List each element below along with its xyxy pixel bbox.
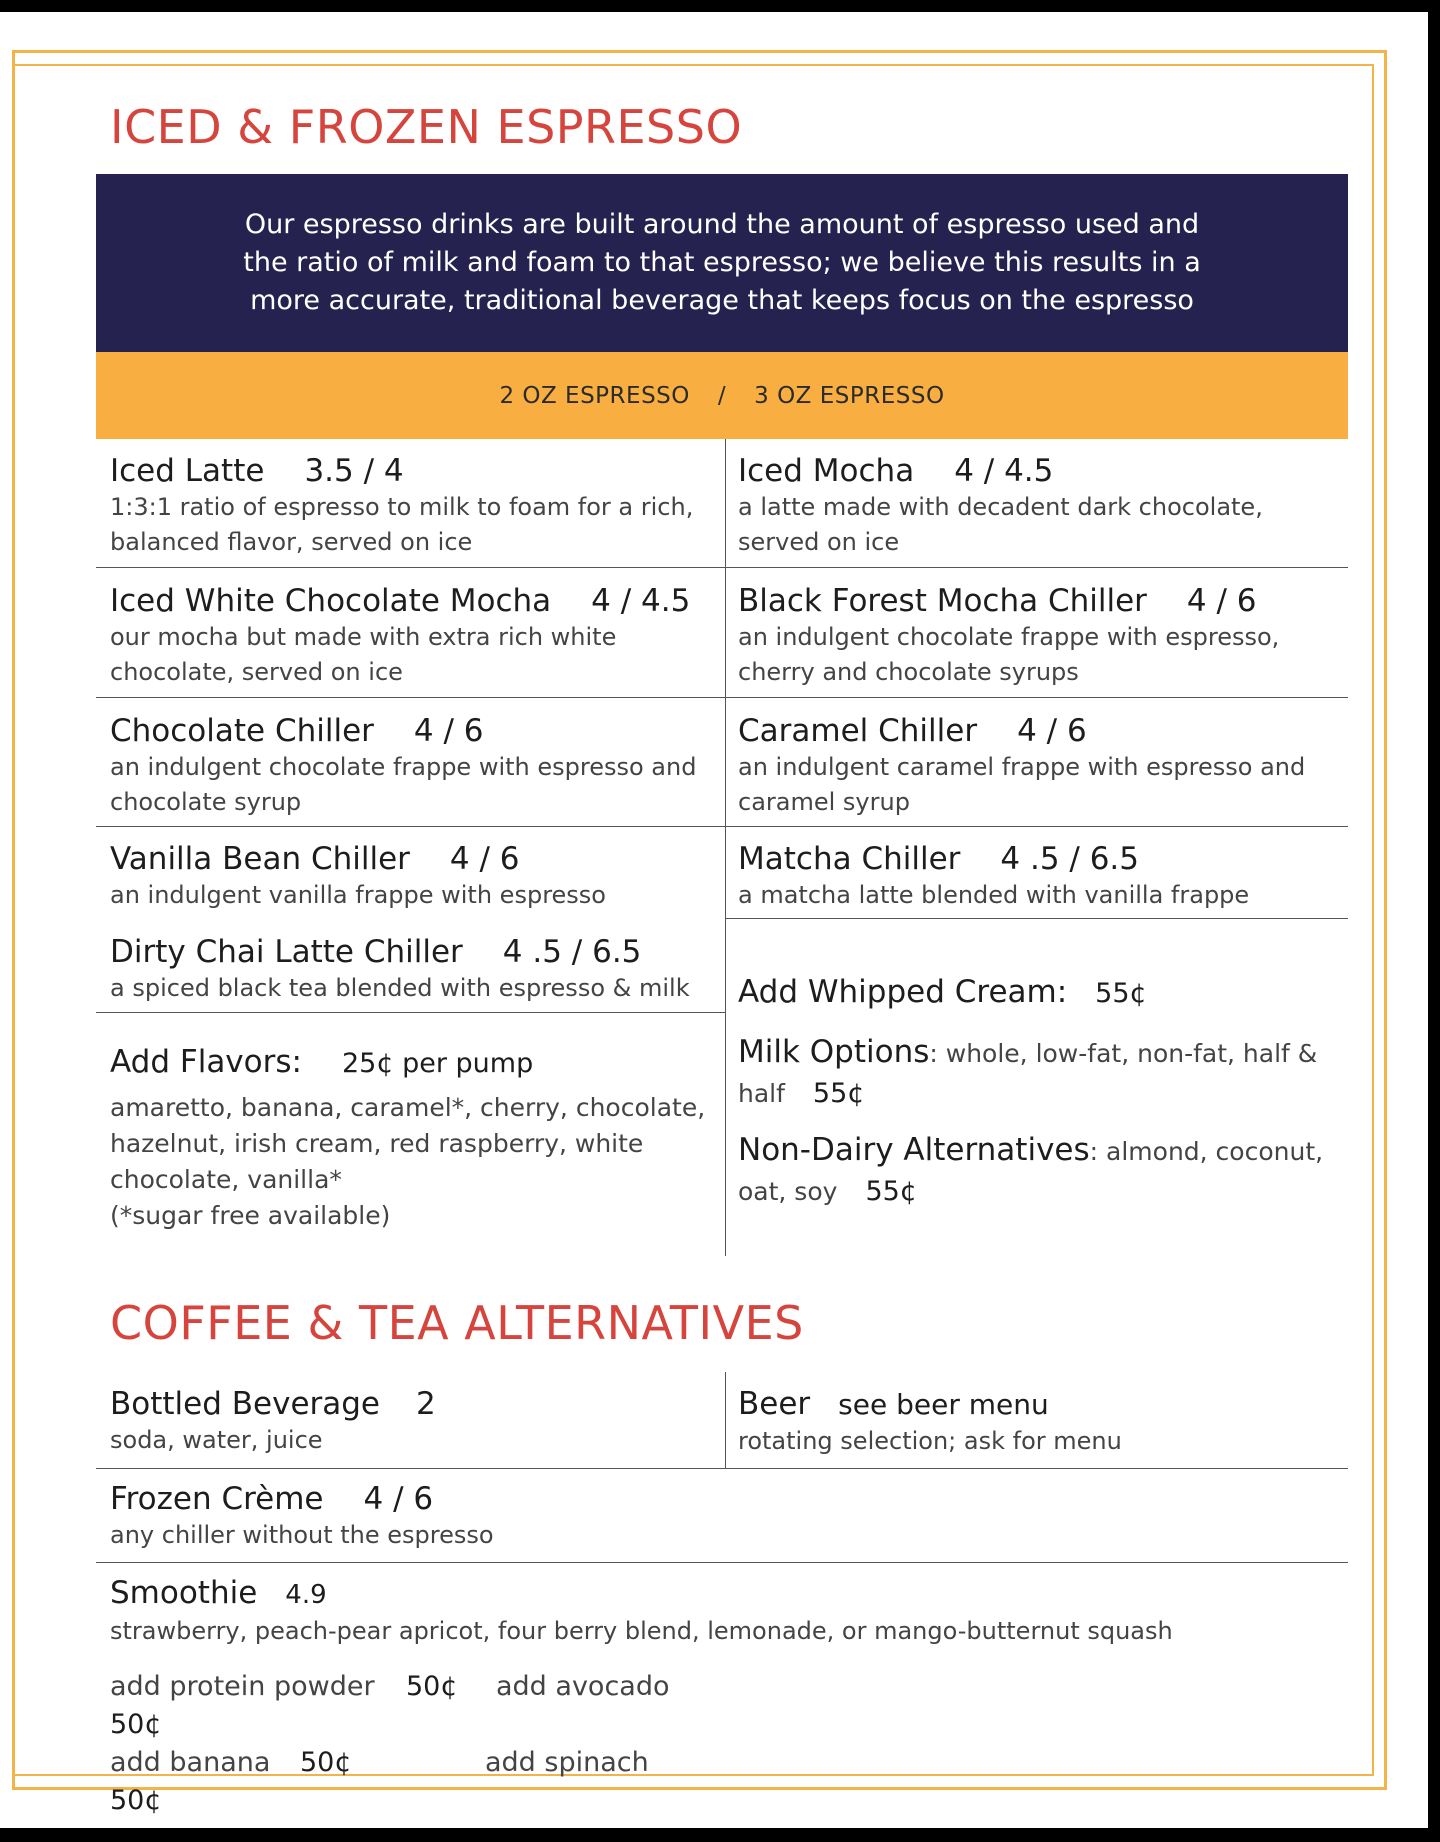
milk-options-price: 55¢ — [812, 1078, 865, 1109]
item-description: our mocha but made with extra rich white chocolate, served on ice — [110, 623, 617, 686]
column-divider — [725, 1372, 726, 1468]
size-small-label: 2 OZ ESPRESSO — [499, 382, 690, 409]
item-description: 1:3:1 ratio of espresso to milk to foam for a rich, balanced flavor, served on ice — [110, 493, 694, 556]
item-name: Caramel Chiller — [738, 713, 978, 749]
non-dairy-label: Non-Dairy Alternatives — [738, 1132, 1090, 1168]
item-description: strawberry, peach-pear apricot, four berry blend, lemonade, or mango-butternut squash — [110, 1617, 1173, 1645]
intro-banner — [96, 174, 1348, 352]
item-name: Iced White Chocolate Mocha — [110, 583, 552, 619]
flavors-note: (*sugar free available) — [110, 1201, 391, 1230]
addon-price: 50¢ — [110, 1709, 162, 1740]
menu-item — [738, 582, 1348, 690]
menu-item — [110, 712, 720, 820]
menu-item — [738, 452, 1348, 560]
item-description: a matcha latte blended with vanilla frappe — [738, 881, 1250, 909]
item-description: a latte made with decadent dark chocolate, served on ice — [738, 493, 1263, 556]
item-name: Matcha Chiller — [738, 841, 961, 877]
item-description: an indulgent caramel frappe with espresso and caramel syrup — [738, 753, 1306, 816]
whipped-cream-label: Add Whipped Cream: — [738, 974, 1068, 1010]
item-price: 4 / 6 — [1017, 713, 1087, 749]
item-price: see beer menu — [838, 1388, 1049, 1421]
menu-item — [110, 933, 720, 1006]
item-price: 2 — [416, 1386, 436, 1422]
addon-label: add protein powder — [110, 1671, 375, 1702]
row-divider — [96, 1012, 725, 1013]
item-name: Smoothie — [110, 1575, 258, 1611]
item-price: 4 / 6 — [363, 1481, 434, 1517]
column-divider — [725, 439, 726, 1256]
row-divider — [96, 567, 1348, 568]
non-dairy-list: : almond, coconut, oat, soy — [738, 1137, 1324, 1206]
row-divider — [96, 1562, 1348, 1563]
menu-page — [0, 12, 1428, 1828]
menu-item — [738, 840, 1348, 913]
addon-price: 50¢ — [406, 1671, 458, 1702]
flavors-price: 25¢ per pump — [341, 1048, 534, 1079]
item-price: 4 / 6 — [449, 841, 520, 877]
alternatives-section-title: COFFEE & TEA ALTERNATIVES — [110, 1296, 804, 1350]
item-name: Vanilla Bean Chiller — [110, 841, 410, 877]
menu-item — [110, 452, 720, 560]
item-description: an indulgent chocolate frappe with espresso and chocolate syrup — [110, 753, 697, 816]
row-divider — [96, 826, 1348, 827]
menu-item — [110, 1574, 1330, 1649]
item-price: 3.5 / 4 — [304, 453, 404, 489]
addon-label: add avocado — [496, 1671, 670, 1702]
item-price: 4 / 4.5 — [954, 453, 1054, 489]
smoothie-addons — [110, 1668, 730, 1820]
menu-item — [110, 1385, 720, 1458]
menu-item — [738, 1385, 1348, 1459]
menu-item — [110, 1480, 1310, 1553]
item-price: 4.9 — [285, 1580, 327, 1610]
item-description: soda, water, juice — [110, 1426, 323, 1454]
item-description: any chiller without the espresso — [110, 1521, 494, 1549]
menu-item — [110, 840, 720, 913]
item-name: Black Forest Mocha Chiller — [738, 583, 1147, 619]
item-name: Chocolate Chiller — [110, 713, 374, 749]
item-price: 4 / 4.5 — [591, 583, 691, 619]
size-large-label: 3 OZ ESPRESSO — [754, 382, 945, 409]
size-separator: / — [717, 382, 727, 409]
flavors-block — [110, 1044, 720, 1234]
row-divider — [96, 697, 1348, 698]
flavors-list: amaretto, banana, caramel*, cherry, chocolate, hazelnut, irish cream, red raspberry, white chocolate, vanilla* — [110, 1093, 706, 1194]
addon-price: 50¢ — [110, 1785, 162, 1816]
item-name: Iced Latte — [110, 453, 265, 489]
item-name: Bottled Beverage — [110, 1386, 381, 1422]
menu-item — [110, 582, 720, 690]
item-name: Beer — [738, 1386, 811, 1422]
item-description: an indulgent vanilla frappe with espresso — [110, 881, 606, 909]
whipped-cream-price: 55¢ — [1095, 978, 1147, 1009]
item-price: 4 / 6 — [1186, 583, 1257, 619]
row-divider — [96, 1468, 1348, 1469]
addon-label: add spinach — [485, 1747, 649, 1778]
milk-options-list: : whole, low-fat, non-fat, half & half — [738, 1039, 1318, 1108]
addons-block — [738, 974, 1338, 1212]
addon-price: 50¢ — [300, 1747, 352, 1778]
item-description: a spiced black tea blended with espresso & milk — [110, 974, 690, 1002]
item-price: 4 / 6 — [413, 713, 484, 749]
item-name: Frozen Crème — [110, 1481, 324, 1517]
item-price: 4 .5 / 6.5 — [1000, 841, 1139, 877]
addon-label: add banana — [110, 1747, 271, 1778]
item-description: rotating selection; ask for menu — [738, 1427, 1122, 1455]
item-price: 4 .5 / 6.5 — [502, 934, 642, 970]
row-divider — [725, 918, 1348, 919]
size-banner — [96, 352, 1348, 439]
milk-options-label: Milk Options — [738, 1034, 930, 1070]
intro-text: Our espresso drinks are built around the amount of espresso used and the ratio of milk and foam to that espresso; we believe this results in a more accurate, traditional beverage that keeps focus on the espresso — [243, 209, 1201, 316]
item-description: an indulgent chocolate frappe with espresso, cherry and chocolate syrups — [738, 623, 1280, 686]
menu-item — [738, 712, 1348, 820]
item-name: Dirty Chai Latte Chiller — [110, 934, 463, 970]
espresso-section-title: ICED & FROZEN ESPRESSO — [110, 100, 743, 154]
item-name: Iced Mocha — [738, 453, 915, 489]
non-dairy-price: 55¢ — [865, 1176, 917, 1207]
flavors-label: Add Flavors: — [110, 1044, 302, 1080]
